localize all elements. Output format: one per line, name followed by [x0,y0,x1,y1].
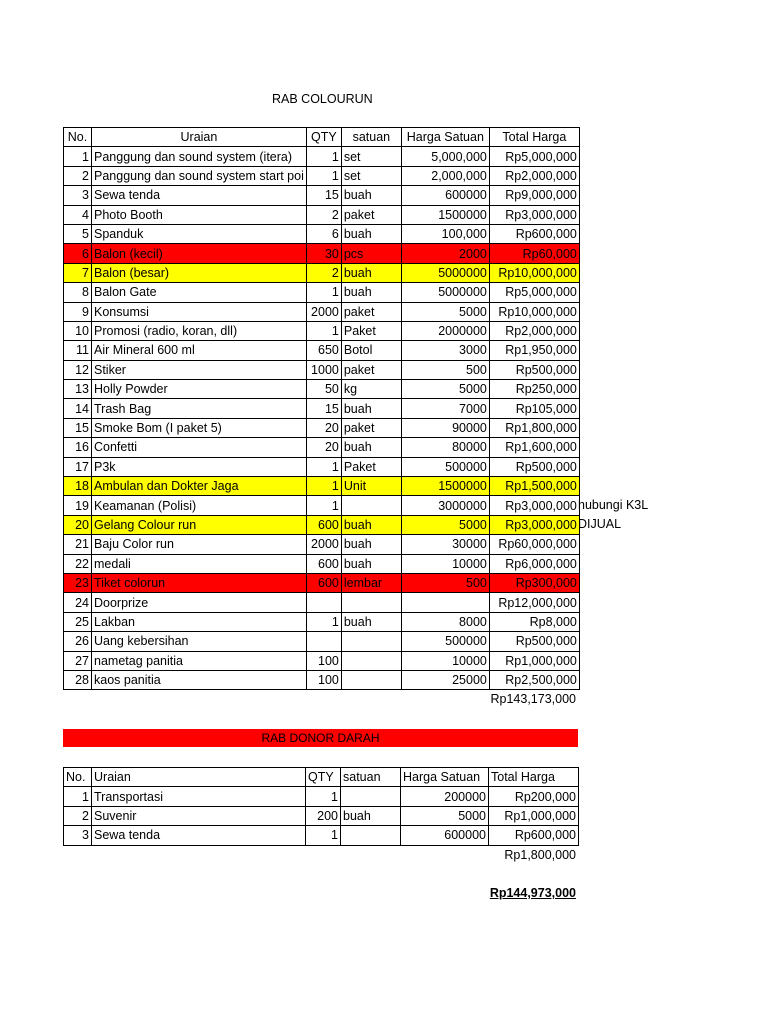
cell-uraian[interactable]: Smoke Bom (I paket 5) [92,418,307,437]
header-no[interactable]: No. [64,768,92,787]
cell-uraian[interactable]: Stiker [92,360,307,379]
cell-qty[interactable]: 100 [306,670,341,689]
rab-colourun-table [63,127,580,690]
cell-qty[interactable]: 15 [306,399,341,418]
table-row [64,515,580,534]
cell-no[interactable]: 12 [64,360,92,379]
cell-harga-satuan[interactable]: 200000 [401,787,489,806]
cell-satuan[interactable]: buah [341,554,401,573]
cell-total-harga[interactable]: Rp1,600,000 [489,438,579,457]
cell-no[interactable]: 6 [64,244,92,263]
cell-qty[interactable]: 100 [306,651,341,670]
cell-harga-satuan[interactable]: 90000 [401,418,489,437]
cell-harga-satuan[interactable]: 30000 [401,535,489,554]
cell-no[interactable]: 1 [64,147,92,166]
table-row [64,477,580,496]
cell-harga-satuan[interactable]: 3000000 [401,496,489,515]
cell-satuan[interactable] [341,787,401,806]
cell-qty[interactable]: 20 [306,438,341,457]
table-row [64,186,580,205]
cell-uraian[interactable]: Panggung dan sound system start poi [92,166,307,185]
cell-total-harga[interactable]: Rp250,000 [489,380,579,399]
sheet-title: RAB COLOURUN [272,92,373,106]
header-satuan[interactable]: satuan [341,128,401,147]
cell-total-harga[interactable]: Rp600,000 [489,224,579,243]
cell-uraian[interactable]: Doorprize [92,593,307,612]
cell-uraian[interactable]: medali [92,554,307,573]
table-row [64,457,580,476]
cell-satuan[interactable]: buah [341,224,401,243]
table-row [64,244,580,263]
grand-total[interactable]: Rp144,973,000 [489,886,576,900]
cell-harga-satuan[interactable]: 5000000 [401,283,489,302]
cell-total-harga[interactable]: Rp1,800,000 [489,418,579,437]
rab-donor-darah-table [63,767,579,846]
cell-harga-satuan[interactable]: 5000 [401,515,489,534]
table-row [64,360,580,379]
cell-no[interactable]: 5 [64,224,92,243]
cell-no[interactable]: 14 [64,399,92,418]
cell-harga-satuan[interactable]: 10000 [401,554,489,573]
cell-uraian[interactable]: Confetti [92,438,307,457]
header-no[interactable]: No. [64,128,92,147]
cell-satuan[interactable]: buah [341,283,401,302]
cell-no[interactable]: 3 [64,186,92,205]
cell-harga-satuan[interactable]: 500 [401,360,489,379]
cell-qty[interactable]: 600 [306,515,341,534]
cell-total-harga[interactable]: Rp500,000 [489,457,579,476]
cell-qty[interactable]: 1 [306,826,341,845]
cell-satuan[interactable] [341,826,401,845]
cell-harga-satuan[interactable]: 5,000,000 [401,147,489,166]
cell-harga-satuan[interactable]: 1500000 [401,477,489,496]
cell-harga-satuan[interactable]: 5000 [401,302,489,321]
cell-satuan[interactable]: buah [341,399,401,418]
cell-harga-satuan[interactable]: 500000 [401,632,489,651]
cell-satuan[interactable]: paket [341,302,401,321]
cell-satuan[interactable] [341,593,401,612]
cell-harga-satuan[interactable]: 100,000 [401,224,489,243]
cell-qty[interactable]: 1 [306,283,341,302]
cell-qty[interactable]: 600 [306,554,341,573]
table-row [64,321,580,340]
cell-uraian[interactable]: Konsumsi [92,302,307,321]
cell-harga-satuan[interactable]: 3000 [401,341,489,360]
cell-no[interactable]: 17 [64,457,92,476]
cell-uraian[interactable]: Air Mineral 600 ml [92,341,307,360]
cell-qty[interactable]: 1 [306,612,341,631]
cell-qty[interactable] [306,632,341,651]
cell-qty[interactable]: 1 [306,147,341,166]
cell-satuan[interactable]: set [341,166,401,185]
cell-uraian[interactable]: Keamanan (Polisi) [92,496,307,515]
header-harga-satuan[interactable]: Harga Satuan [401,128,489,147]
cell-satuan[interactable] [341,496,401,515]
cell-no[interactable]: 2 [64,166,92,185]
cell-harga-satuan[interactable]: 5000 [401,380,489,399]
cell-satuan[interactable]: Paket [341,457,401,476]
header-total-harga[interactable]: Total Harga [489,128,579,147]
cell-total-harga[interactable]: Rp600,000 [489,826,579,845]
cell-qty[interactable]: 30 [306,244,341,263]
cell-no[interactable]: 4 [64,205,92,224]
cell-total-harga[interactable]: Rp5,000,000 [489,283,579,302]
cell-satuan[interactable]: paket [341,360,401,379]
cell-qty[interactable]: 2000 [306,535,341,554]
table-row [64,341,580,360]
cell-total-harga[interactable]: Rp8,000 [489,612,579,631]
cell-harga-satuan[interactable]: 600000 [401,826,489,845]
cell-harga-satuan[interactable]: 2000000 [401,321,489,340]
cell-no[interactable]: 18 [64,477,92,496]
cell-total-harga[interactable]: Rp5,000,000 [489,147,579,166]
cell-uraian[interactable]: Spanduk [92,224,307,243]
cell-qty[interactable]: 2000 [306,302,341,321]
cell-qty[interactable]: 1 [306,321,341,340]
cell-uraian[interactable]: Transportasi [92,787,306,806]
cell-total-harga[interactable]: Rp1,000,000 [489,651,579,670]
cell-total-harga[interactable]: Rp3,000,000 [489,515,579,534]
table-row [64,535,580,554]
table-row [64,651,580,670]
table-row [64,166,580,185]
cell-uraian[interactable]: Sewa tenda [92,826,306,845]
table-row [64,224,580,243]
cell-no[interactable]: 13 [64,380,92,399]
cell-satuan[interactable]: kg [341,380,401,399]
header-total-harga[interactable]: Total Harga [489,768,579,787]
cell-no[interactable]: 23 [64,573,92,592]
section-banner-donor-darah[interactable]: RAB DONOR DARAH [63,729,578,747]
cell-no[interactable]: 21 [64,535,92,554]
subtotal-donor-darah[interactable]: Rp1,800,000 [504,848,576,862]
table-row [64,612,580,631]
cell-qty[interactable]: 1 [306,457,341,476]
cell-harga-satuan[interactable]: 500 [401,573,489,592]
cell-qty[interactable]: 15 [306,186,341,205]
cell-total-harga[interactable]: Rp500,000 [489,360,579,379]
cell-qty[interactable]: 1000 [306,360,341,379]
header-uraian[interactable]: Uraian [92,128,307,147]
table-row [64,593,580,612]
cell-uraian[interactable]: Panggung dan sound system (itera) [92,147,307,166]
cell-total-harga[interactable]: Rp2,000,000 [489,166,579,185]
cell-qty[interactable]: 1 [306,166,341,185]
cell-uraian[interactable]: Promosi (radio, koran, dll) [92,321,307,340]
cell-harga-satuan[interactable] [401,593,489,612]
cell-uraian[interactable]: Ambulan dan Dokter Jaga [92,477,307,496]
cell-harga-satuan[interactable]: 2000 [401,244,489,263]
cell-uraian[interactable]: Balon Gate [92,283,307,302]
cell-satuan[interactable] [341,670,401,689]
cell-no[interactable]: 7 [64,263,92,282]
table-row [64,632,580,651]
cell-qty[interactable]: 1 [306,496,341,515]
cell-total-harga[interactable]: Rp1,000,000 [489,806,579,825]
cell-harga-satuan[interactable]: 7000 [401,399,489,418]
cell-no[interactable]: 22 [64,554,92,573]
header-satuan[interactable]: satuan [341,768,401,787]
cell-total-harga[interactable]: Rp10,000,000 [489,302,579,321]
cell-total-harga[interactable]: Rp300,000 [489,573,579,592]
cell-no[interactable]: 19 [64,496,92,515]
table-row [64,283,580,302]
cell-total-harga[interactable]: Rp12,000,000 [489,593,579,612]
cell-uraian[interactable]: Lakban [92,612,307,631]
cell-total-harga[interactable]: Rp6,000,000 [489,554,579,573]
cell-no[interactable]: 16 [64,438,92,457]
cell-satuan[interactable]: buah [341,806,401,825]
cell-satuan[interactable]: buah [341,263,401,282]
table-row [64,787,579,806]
cell-no[interactable]: 15 [64,418,92,437]
note-dijual[interactable]: DIJUAL [578,517,622,531]
cell-uraian[interactable]: Baju Color run [92,535,307,554]
table-header-row [64,768,579,787]
cell-uraian[interactable]: Tiket colorun [92,573,307,592]
cell-qty[interactable] [306,593,341,612]
cell-satuan[interactable]: buah [341,612,401,631]
cell-no[interactable]: 26 [64,632,92,651]
cell-harga-satuan[interactable]: 2,000,000 [401,166,489,185]
table-row [64,670,580,689]
cell-no[interactable]: 2 [64,806,92,825]
header-uraian[interactable]: Uraian [92,768,306,787]
cell-satuan[interactable]: paket [341,205,401,224]
cell-total-harga[interactable]: Rp2,000,000 [489,321,579,340]
cell-harga-satuan[interactable]: 80000 [401,438,489,457]
table-row [64,418,580,437]
subtotal-colourun[interactable]: Rp143,173,000 [490,692,576,706]
cell-satuan[interactable] [341,651,401,670]
cell-qty[interactable]: 2 [306,263,341,282]
cell-no[interactable]: 10 [64,321,92,340]
cell-satuan[interactable]: Botol [341,341,401,360]
cell-total-harga[interactable]: Rp500,000 [489,632,579,651]
cell-no[interactable]: 25 [64,612,92,631]
cell-no[interactable]: 11 [64,341,92,360]
cell-uraian[interactable]: Uang kebersihan [92,632,307,651]
cell-uraian[interactable]: Trash Bag [92,399,307,418]
cell-qty[interactable]: 50 [306,380,341,399]
cell-uraian[interactable]: Sewa tenda [92,186,307,205]
cell-harga-satuan[interactable]: 25000 [401,670,489,689]
cell-satuan[interactable]: set [341,147,401,166]
cell-satuan[interactable]: Unit [341,477,401,496]
cell-harga-satuan[interactable]: 1500000 [401,205,489,224]
table-row [64,806,579,825]
cell-satuan[interactable]: buah [341,186,401,205]
table-row [64,554,580,573]
cell-total-harga[interactable]: Rp10,000,000 [489,263,579,282]
cell-qty[interactable]: 200 [306,806,341,825]
cell-satuan[interactable] [341,632,401,651]
cell-qty[interactable]: 1 [306,787,341,806]
table-row [64,573,580,592]
cell-satuan[interactable]: paket [341,418,401,437]
cell-total-harga[interactable]: Rp3,000,000 [489,205,579,224]
cell-uraian[interactable]: nametag panitia [92,651,307,670]
cell-no[interactable]: 8 [64,283,92,302]
cell-no[interactable]: 24 [64,593,92,612]
note-hubungi-k3l[interactable]: hubungi K3L [578,498,649,512]
cell-uraian[interactable]: Gelang Colour run [92,515,307,534]
cell-no[interactable]: 28 [64,670,92,689]
cell-no[interactable]: 27 [64,651,92,670]
cell-uraian[interactable]: kaos panitia [92,670,307,689]
cell-total-harga[interactable]: Rp60,000,000 [489,535,579,554]
table-row [64,263,580,282]
table-row [64,302,580,321]
cell-qty[interactable]: 2 [306,205,341,224]
cell-satuan[interactable]: buah [341,438,401,457]
cell-uraian[interactable]: Suvenir [92,806,306,825]
cell-total-harga[interactable]: Rp60,000 [489,244,579,263]
cell-total-harga[interactable]: Rp9,000,000 [489,186,579,205]
cell-harga-satuan[interactable]: 5000 [401,806,489,825]
cell-no[interactable]: 20 [64,515,92,534]
cell-no[interactable]: 1 [64,787,92,806]
header-qty[interactable]: QTY [306,768,341,787]
header-qty[interactable]: QTY [306,128,341,147]
cell-qty[interactable]: 1 [306,477,341,496]
header-harga-satuan[interactable]: Harga Satuan [401,768,489,787]
cell-satuan[interactable]: lembar [341,573,401,592]
cell-total-harga[interactable]: Rp200,000 [489,787,579,806]
cell-total-harga[interactable]: Rp2,500,000 [489,670,579,689]
table-row [64,380,580,399]
table-row [64,826,579,845]
cell-harga-satuan[interactable]: 5000000 [401,263,489,282]
table-header-row [64,128,580,147]
table-row [64,496,580,515]
cell-harga-satuan[interactable]: 10000 [401,651,489,670]
cell-harga-satuan[interactable]: 500000 [401,457,489,476]
cell-total-harga[interactable]: Rp105,000 [489,399,579,418]
cell-qty[interactable]: 6 [306,224,341,243]
cell-uraian[interactable]: P3k [92,457,307,476]
cell-total-harga[interactable]: Rp1,500,000 [489,477,579,496]
cell-satuan[interactable]: buah [341,515,401,534]
cell-satuan[interactable]: buah [341,535,401,554]
table-row [64,147,580,166]
cell-uraian[interactable]: Holly Powder [92,380,307,399]
cell-qty[interactable]: 20 [306,418,341,437]
table-row [64,205,580,224]
cell-total-harga[interactable]: Rp1,950,000 [489,341,579,360]
cell-no[interactable]: 9 [64,302,92,321]
cell-uraian[interactable]: Balon (kecil) [92,244,307,263]
table-row [64,399,580,418]
cell-harga-satuan[interactable]: 8000 [401,612,489,631]
cell-qty[interactable]: 650 [306,341,341,360]
cell-total-harga[interactable]: Rp3,000,000 [489,496,579,515]
cell-satuan[interactable]: Paket [341,321,401,340]
cell-uraian[interactable]: Balon (besar) [92,263,307,282]
cell-no[interactable]: 3 [64,826,92,845]
cell-qty[interactable]: 600 [306,573,341,592]
cell-harga-satuan[interactable]: 600000 [401,186,489,205]
cell-uraian[interactable]: Photo Booth [92,205,307,224]
cell-satuan[interactable]: pcs [341,244,401,263]
table-row [64,438,580,457]
